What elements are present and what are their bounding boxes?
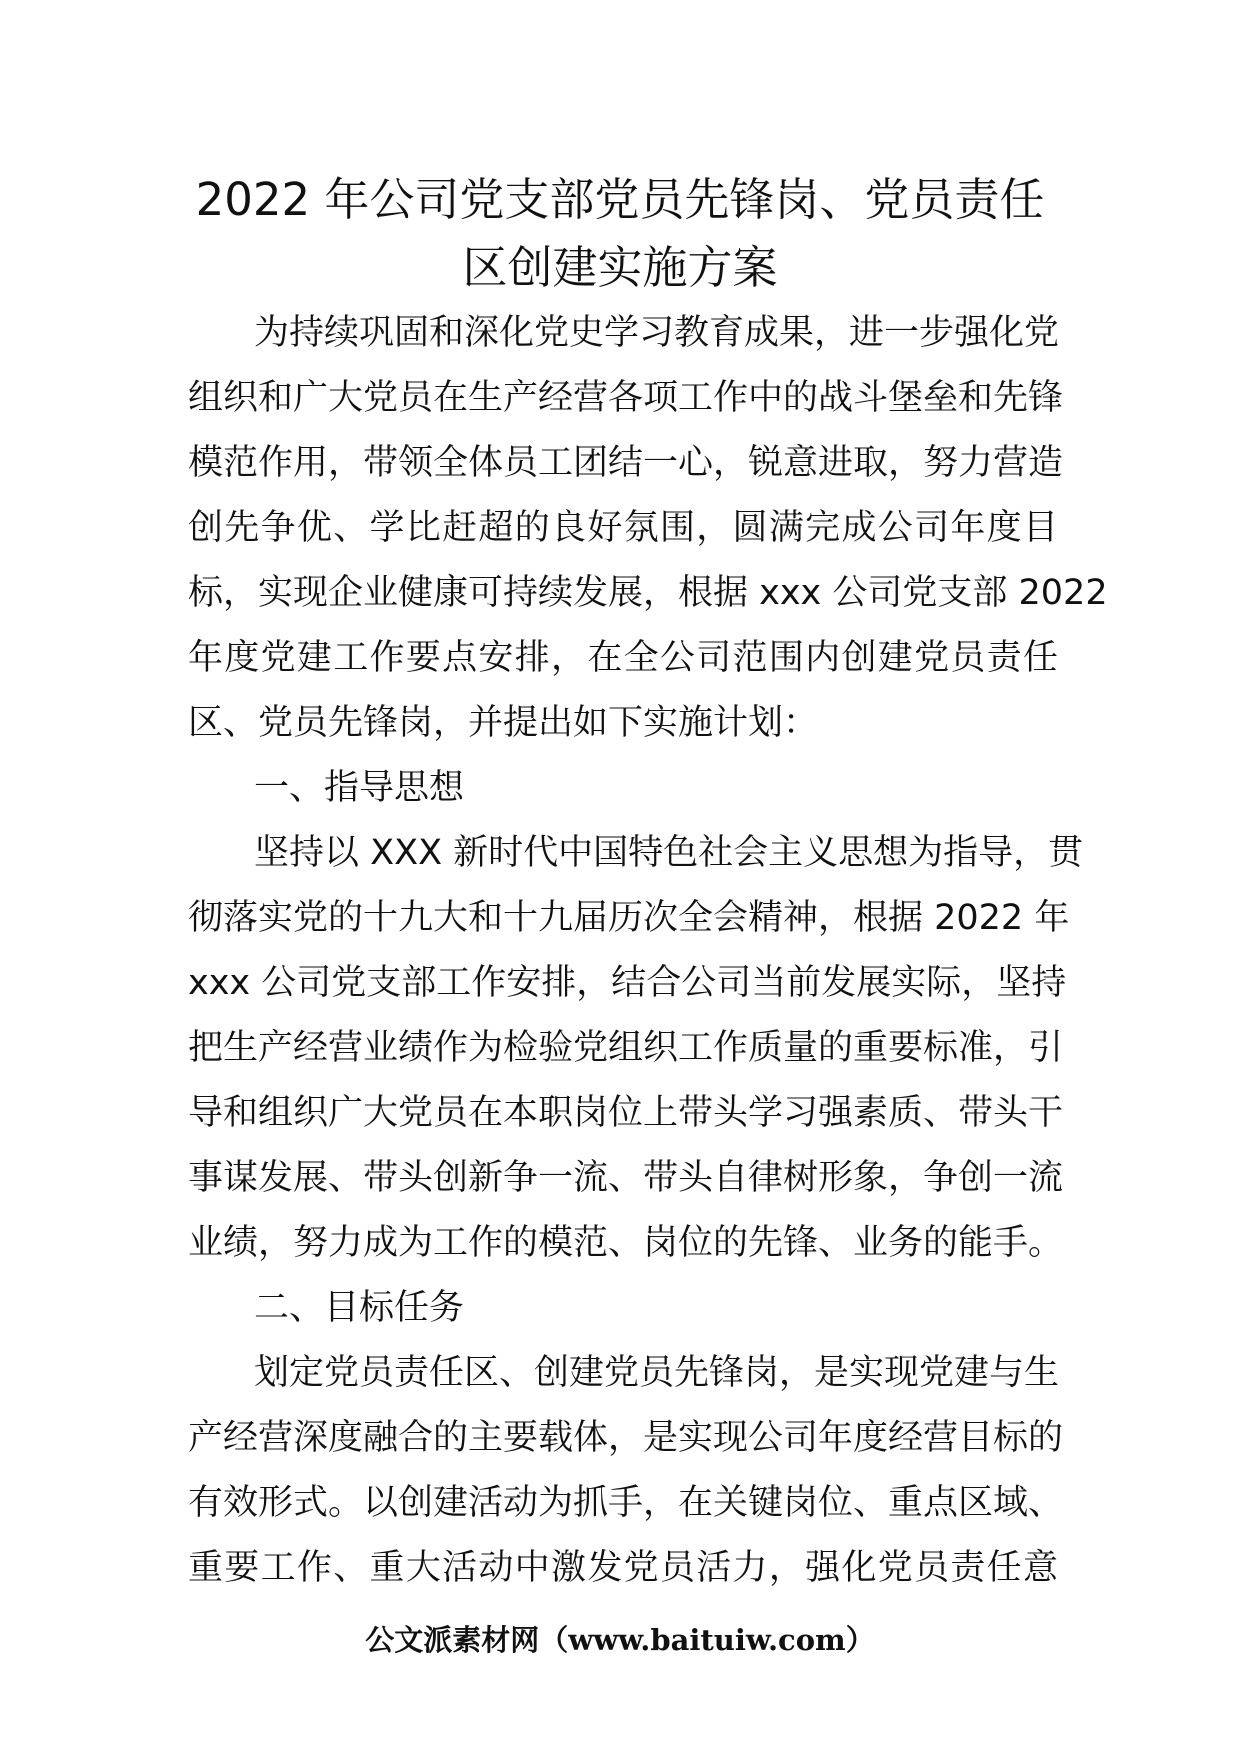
paragraph-line: 年度党建工作要点安排，在全公司范围内创建党员责任 (188, 638, 1058, 678)
paragraph-line: 业绩，努力成为工作的模范、岗位的先锋、业务的能手。 (188, 1223, 1064, 1263)
paragraph-line: 重要工作、重大活动中激发党员活力，强化党员责任意 (188, 1548, 1058, 1588)
footer-watermark: 公文派素材网（www.baituiw.com） (365, 1623, 875, 1657)
paragraph-line: 有效形式。以创建活动为抓手，在关键岗位、重点区域、 (188, 1483, 1064, 1523)
paragraph-line: 模范作用，带领全体员工团结一心，锐意进取，努力营造 (188, 443, 1064, 483)
section-heading: 一、指导思想 (254, 768, 465, 808)
document-body (188, 301, 1108, 1601)
section-heading: 二、目标任务 (254, 1288, 465, 1328)
paragraph-line: 创先争优、学比赶超的良好氛围，圆满完成公司年度目 (188, 508, 1058, 548)
paragraph-line: 彻落实党的十九大和十九届历次全会精神，根据 2022 年 (188, 898, 1070, 938)
paragraph-line: 导和组织广大党员在本职岗位上带头学习强素质、带头干 (188, 1093, 1064, 1133)
paragraph-line: 划定党员责任区、创建党员先锋岗，是实现党建与生 (254, 1353, 1060, 1393)
paragraph-line: 把生产经营业绩作为检验党组织工作质量的重要标准，引 (188, 1028, 1064, 1068)
paragraph-line: xxx 公司党支部工作安排，结合公司当前发展实际，坚持 (188, 963, 1067, 1003)
paragraph-line: 标，实现企业健康可持续发展，根据 xxx 公司党支部 2022 (188, 573, 1108, 613)
paragraph-line: 产经营深度融合的主要载体，是实现公司年度经营目标的 (188, 1418, 1064, 1458)
paragraph-line: 事谋发展、带头创新争一流、带头自律树形象，争创一流 (188, 1158, 1064, 1198)
paragraph-line: 坚持以 XXX 新时代中国特色社会主义思想为指导，贯 (254, 833, 1084, 873)
paragraph-line: 组织和广大党员在生产经营各项工作中的战斗堡垒和先锋 (188, 378, 1064, 418)
document-title-line-2: 区创建实施方案 (462, 241, 778, 294)
document-title-line-1: 2022 年公司党支部党员先锋岗、党员责任 (195, 173, 1045, 226)
paragraph-line: 为持续巩固和深化党史学习教育成果，进一步强化党 (254, 313, 1060, 353)
paragraph-line: 区、党员先锋岗，并提出如下实施计划： (188, 703, 819, 743)
